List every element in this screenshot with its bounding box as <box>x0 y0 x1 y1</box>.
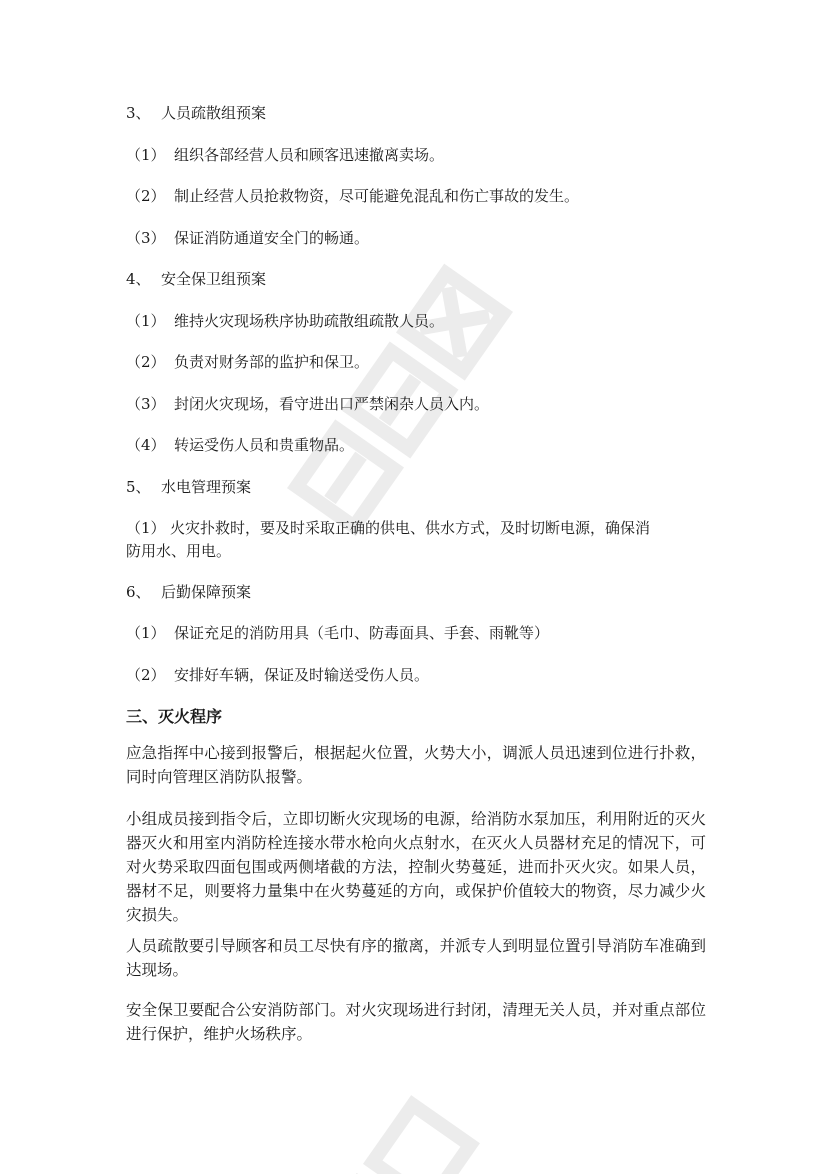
section-title: 水电管理预案 <box>161 478 252 496</box>
section-title: 人员疏散组预案 <box>161 104 267 122</box>
item-number: （2） <box>126 353 166 371</box>
item-text: 组织各部经营人员和顾客迅速撤离卖场。 <box>174 146 445 164</box>
section-number: 5、 <box>126 478 151 496</box>
heading-section-5 <box>126 477 251 497</box>
section-number: 4、 <box>126 270 151 288</box>
item-number: （1） <box>126 624 166 642</box>
list-item <box>126 518 650 538</box>
list-item <box>126 311 444 331</box>
list-item <box>126 352 369 372</box>
heading-section-6 <box>126 582 251 602</box>
item-number: （3） <box>126 395 166 413</box>
item-text: 封闭火灾现场，看守进出口严禁闲杂人员入内。 <box>174 395 490 413</box>
item-number: （2） <box>126 187 166 205</box>
item-number: （1） <box>126 519 166 537</box>
heading-section-4 <box>126 269 266 289</box>
item-text: 安排好车辆，保证及时输送受伤人员。 <box>174 666 430 684</box>
section-title: 后勤保障预案 <box>161 583 252 601</box>
item-text: 维持火灾现场秩序协助疏散组疏散人员。 <box>174 312 445 330</box>
item-text: 保证消防通道安全门的畅通。 <box>174 229 370 247</box>
list-item <box>126 145 444 165</box>
item-text: 保证充足的消防用具（毛巾、防毒面具、手套、雨靴等） <box>174 624 550 642</box>
part-title: 三、灭火程序 <box>126 707 223 726</box>
list-item-continuation: 防用水、用电。 <box>126 542 232 560</box>
paragraph: 应急指挥中心接到报警后，根据起火位置，火势大小，调派人员迅速到位进行扑救，同时向管理区消防队报警。 <box>126 744 706 786</box>
item-text: 负责对财务部的监护和保卫。 <box>174 353 370 371</box>
list-item <box>126 186 579 206</box>
item-text: 转运受伤人员和贵重物品。 <box>174 436 355 454</box>
list-item <box>126 435 354 455</box>
list-item <box>126 665 429 685</box>
section-number: 6、 <box>126 583 151 601</box>
paragraph: 人员疏散要引导顾客和员工尽快有序的撤离，并派专人到明显位置引导消防车准确到达现场。 <box>126 937 706 979</box>
item-number: （3） <box>126 229 166 247</box>
heading-section-3 <box>126 103 266 123</box>
paragraph: 安全保卫要配合公安消防部门。对火灾现场进行封闭，清理无关人员，并对重点部位进行保护，维护火场秩序。 <box>126 1001 706 1043</box>
list-item <box>126 394 489 414</box>
paragraph: 小组成员接到指令后，立即切断火灾现场的电源，给消防水泵加压，利用附近的灭火器灭火和用室内消防栓连接水带水枪向火点射水，在灭火人员器材充足的情况下，可对火势采取四面包围或两侧堵截的方法，控制火势蔓延，进而扑灭火灾。如果人员，器材不足，则要将力量集中在火势蔓延的方向，或保护价值较大的物资，尽力减少火灾损失。 <box>126 810 706 924</box>
item-number: （2） <box>126 666 166 684</box>
item-number: （1） <box>126 146 166 164</box>
item-number: （1） <box>126 312 166 330</box>
item-number: （4） <box>126 436 166 454</box>
list-item <box>126 228 369 248</box>
item-text: 制止经营人员抢救物资，尽可能避免混乱和伤亡事故的发生。 <box>174 187 580 205</box>
section-title: 安全保卫组预案 <box>161 270 267 288</box>
section-number: 3、 <box>126 104 151 122</box>
list-item <box>126 623 549 643</box>
item-text: 火灾扑救时，要及时采取正确的供电、供水方式，及时切断电源，确保消 <box>170 519 651 537</box>
